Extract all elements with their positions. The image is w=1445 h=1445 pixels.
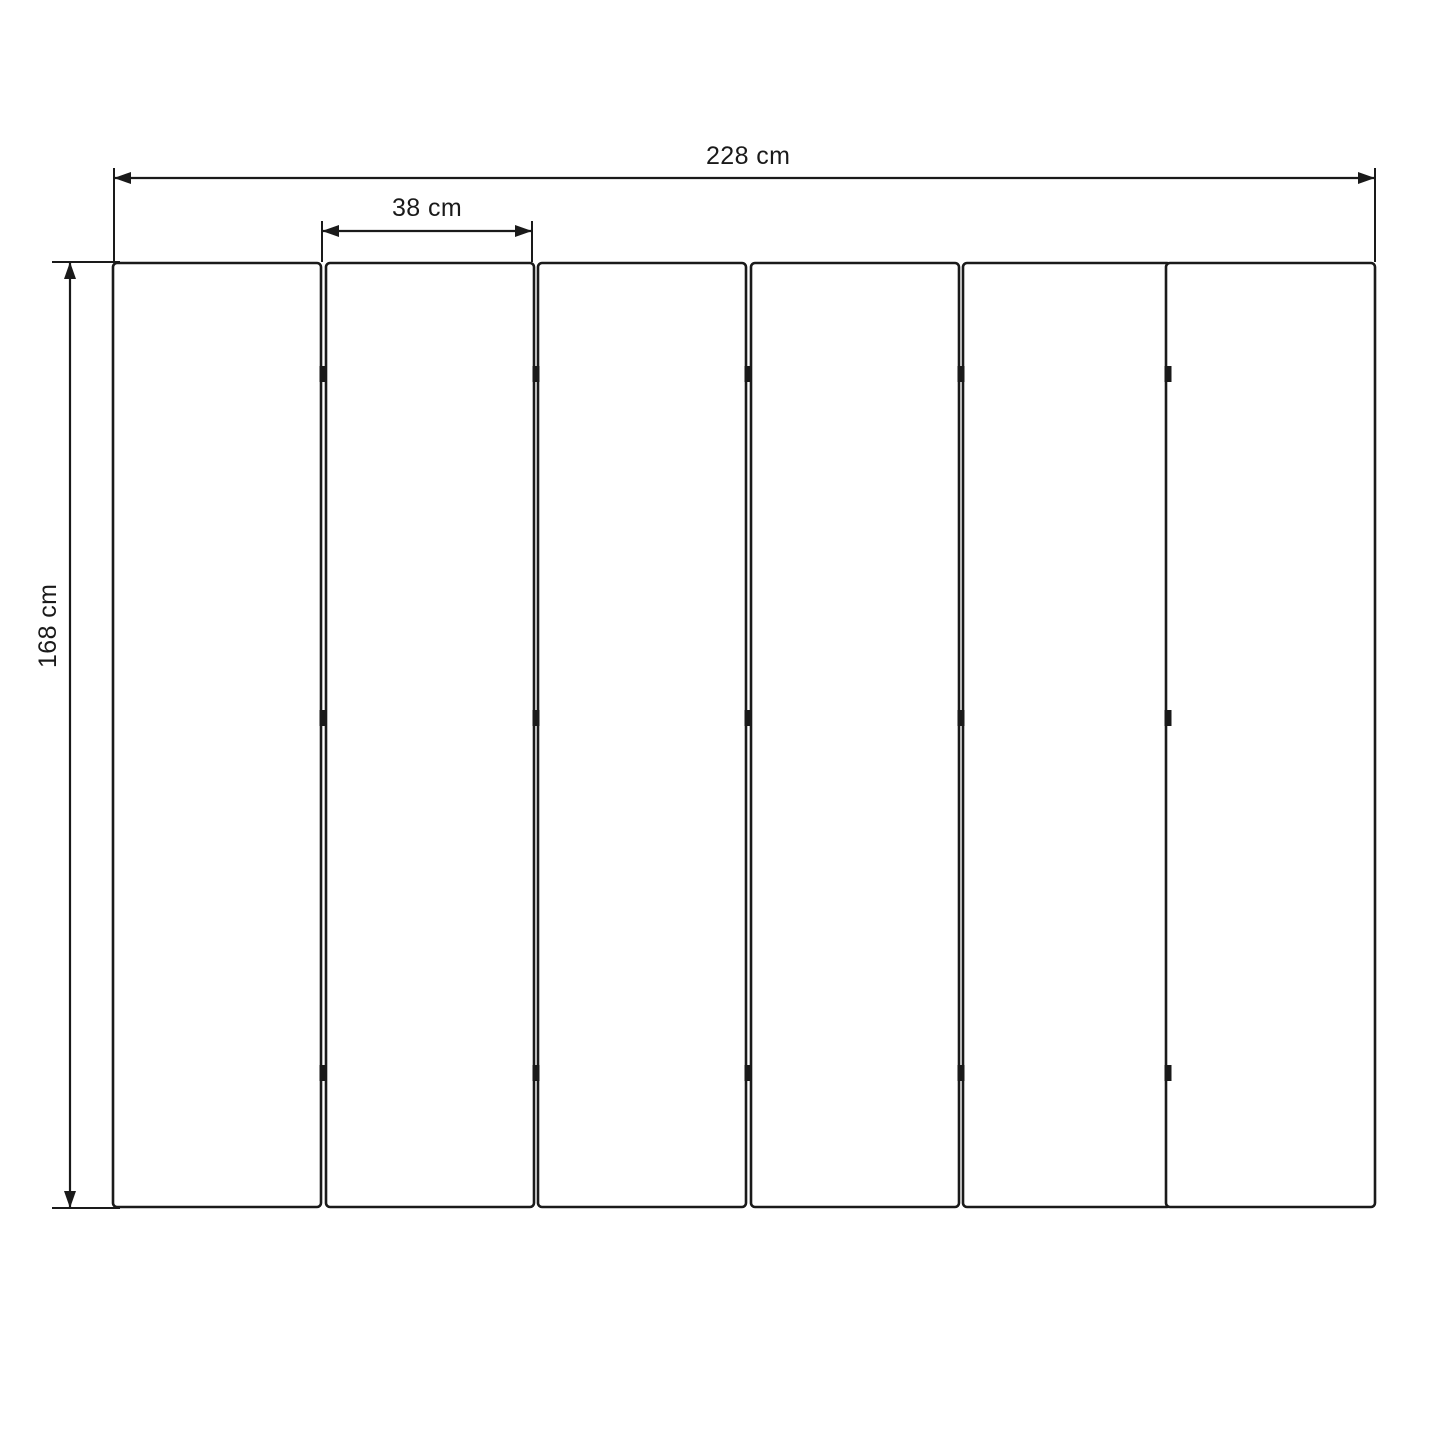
arrow-right-panel — [515, 225, 532, 237]
panel-width-label: 38 cm — [392, 194, 463, 222]
panel-4 — [751, 263, 959, 1207]
panel-width-dimension — [322, 221, 532, 262]
panel-group — [113, 263, 1375, 1207]
overall-width-label: 228 cm — [706, 142, 791, 170]
arrow-bottom-height — [64, 1191, 76, 1208]
panel-1 — [113, 263, 321, 1207]
arrow-left-panel — [322, 225, 339, 237]
arrow-top-height — [64, 262, 76, 279]
overall-width-dimension — [114, 168, 1375, 262]
height-dimension — [52, 262, 120, 1208]
panel-6 — [1166, 263, 1375, 1207]
arrow-left-overall — [114, 172, 131, 184]
arrow-right-overall — [1358, 172, 1375, 184]
panel-5 — [963, 263, 1171, 1207]
panel-2 — [326, 263, 534, 1207]
panel-3 — [538, 263, 746, 1207]
height-label: 168 cm — [34, 583, 62, 668]
